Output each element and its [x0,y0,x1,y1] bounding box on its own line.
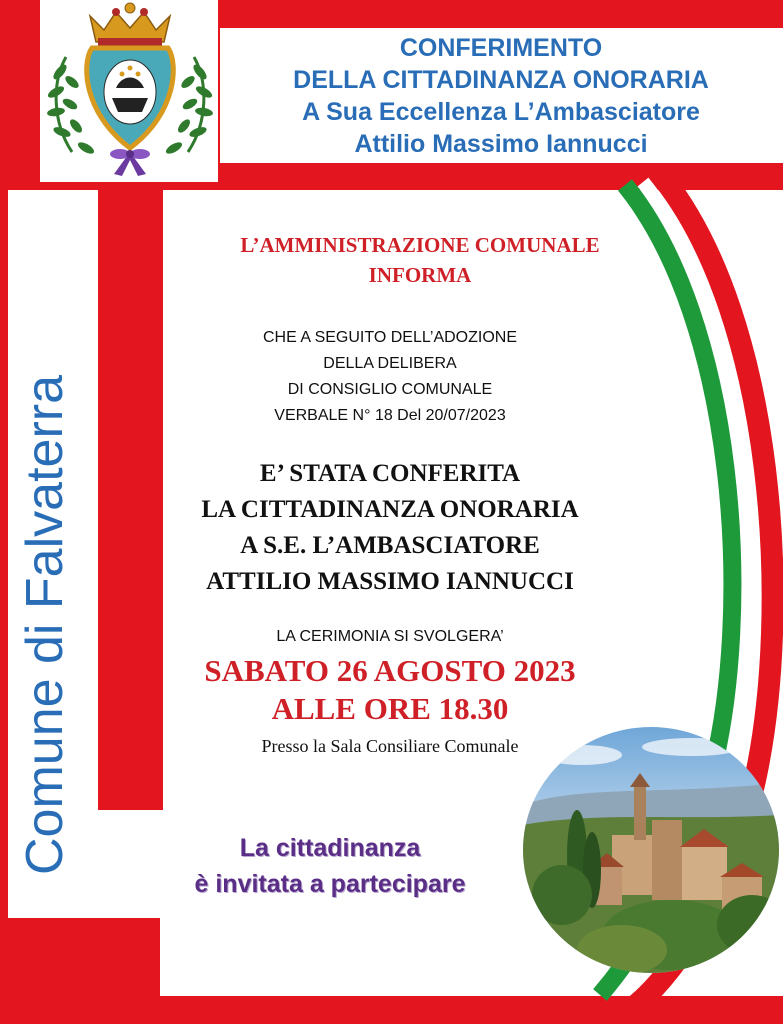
ribbon-bow-icon [110,149,150,176]
header-line-3: A Sua Eccellenza L’Ambasciatore [302,98,700,126]
notice-heading [200,230,640,290]
conferral-statement [160,456,620,600]
venue-text: Presso la Sala Consiliare Comunale [261,736,519,756]
intro-line-1: CHE A SEGUITO DELL’ADOZIONE [263,329,517,346]
header-line-4: Attilio Massimo Iannucci [354,130,648,158]
conferral-line-3: A S.E. L’AMBASCIATORE [240,532,540,559]
bottom-red-band [0,918,160,1024]
invitation-line-2: è invitata a partecipare [194,870,466,898]
date-line-2: ALLE ORE 18.30 [271,691,509,726]
intro-line-2: DELLA DELIBERA [323,355,457,372]
conferral-line-4: ATTILIO MASSIMO IANNUCCI [206,568,574,595]
crown-icon [90,3,170,46]
ceremony-date [160,652,620,728]
inner-red-column [98,190,163,810]
conferral-line-1: E’ STATA CONFERITA [259,460,521,487]
conferral-line-2: LA CITTADINANZA ONORARIA [201,496,579,523]
header-title [226,32,776,160]
town-photo [522,725,780,975]
invitation-text [120,830,540,902]
municipality-vertical-label: Comune di Falvaterra [16,375,74,875]
notice-heading-line-2: INFORMA [368,263,472,287]
notice-intro [210,325,570,429]
invitation-line-1: La cittadinanza [239,834,421,862]
intro-line-3: DI CONSIGLIO COMUNALE [287,381,493,398]
intro-line-4: VERBALE N° 18 Del 20/07/2023 [274,407,506,424]
shield-icon [87,48,174,148]
coat-of-arms-emblem [42,2,218,180]
date-line-1: SABATO 26 AGOSTO 2023 [204,653,576,688]
header-line-1: CONFERIMENTO [399,34,603,62]
notice-heading-line-1: L’AMMINISTRAZIONE COMUNALE [240,233,600,257]
ceremony-intro: LA CERIMONIA SI SVOLGERA’ [276,628,504,645]
header-line-2: DELLA CITTADINANZA ONORARIA [293,66,709,94]
